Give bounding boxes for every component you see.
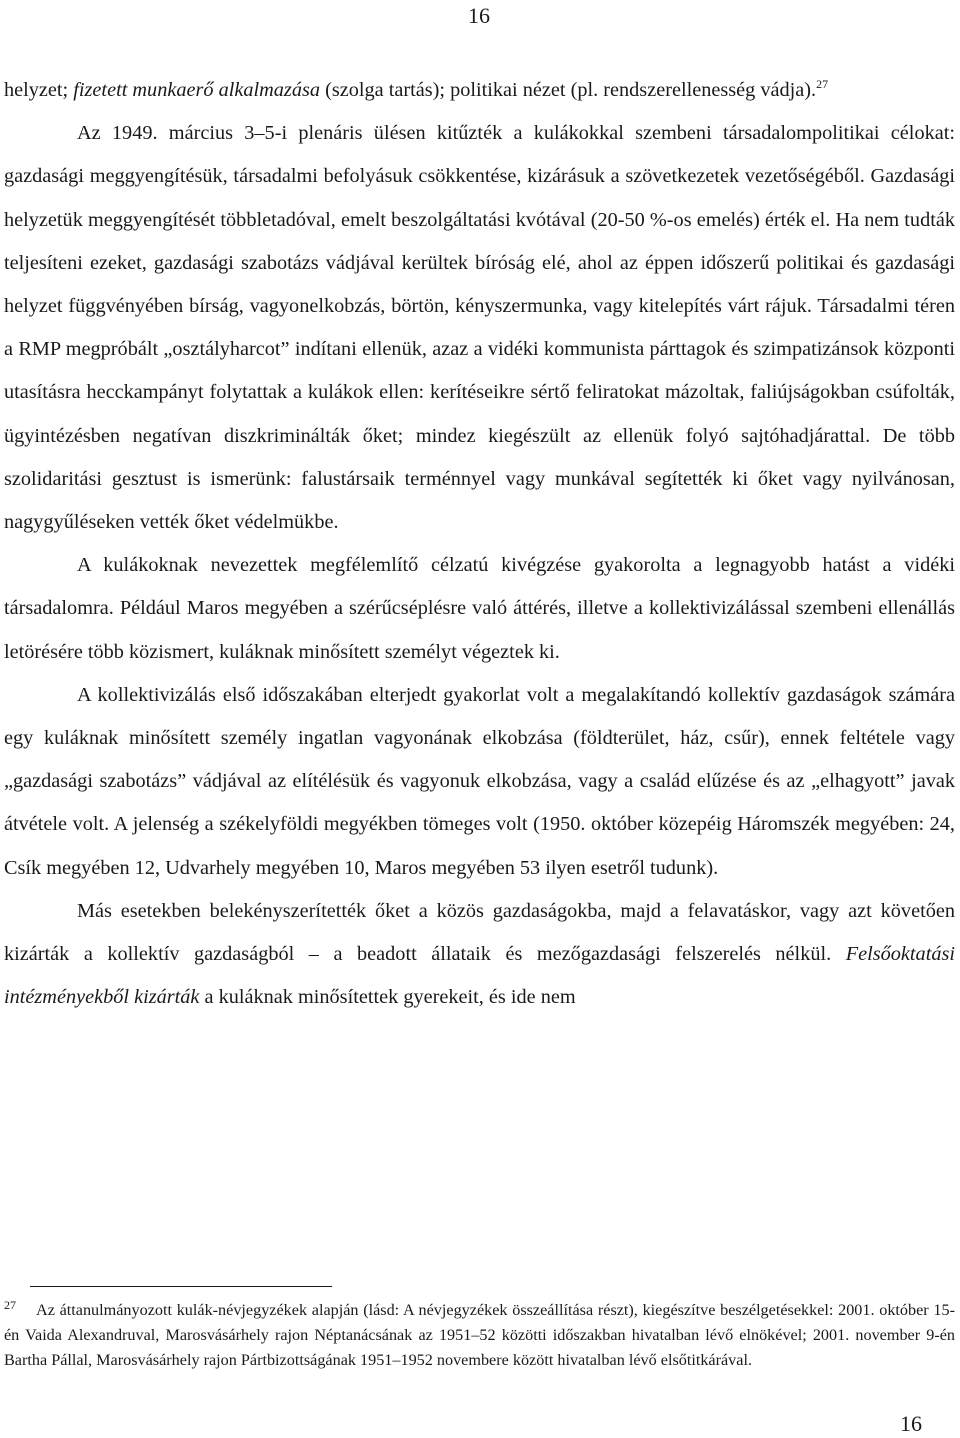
p5-seg-2: a kuláknak minősítettek gyerekeit, és ide nem xyxy=(199,986,576,1009)
p5-seg-1-italic: Felsőoktatási intézményekből kizárták xyxy=(4,943,955,1009)
p2-seg-0: Az 1949. március 3–5-i plenáris ülésen kitűzték a kulákokkal szembeni társadalompolitikai célokat: gazdasági meggyengítésük, társadalmi befolyásuk csökkentése, kizárásuk a szövetkezetek vezetőségéből. Gazdasági helyzetük meggyengítését többletadóval, emelt beszolgáltatási kvótával (20-50 %-os emelés) érték el. Ha nem tudták teljesíteni ezeket, gazdasági szabotázs vádjával kerültek bíróság elé, ahol az éppen időszerű politikai és gazdasági helyzet függvényében bírság, vagyonelkobzás, börtön, kényszermunka, vagy kitelepítés várt rájuk. Társadalmi téren a RMP megpróbált „osztályharcot” indítani ellenük, azaz a vidéki kommunista párttagok és szimpatizánsok központi utasításra hecckampányt folytattak a kulákok ellen: kerítéseikre sértő feliratokat mázoltak, faliújságokban csúfolták, ügyintézésben negatívan diszkriminálták őket; mindez kiegészült az ellenük folyó sajtóhadjárattal. De több szolidaritási gesztust is ismerünk: falustársaik terménnyel vagy munkával segítették ki őket vagy nyilvánosan, nagygyűléseken vették őket védelmükbe. xyxy=(4,122,955,534)
paragraph-1 xyxy=(4,69,955,112)
page-number-bottom: 16 xyxy=(900,1411,922,1436)
body-text xyxy=(4,69,955,1019)
p5-seg-0: Más esetekben belekényszerítették őket a közös gazdaságokba, majd a felavatáskor, vagy azt követően kizárták a kollektív gazdaságból – a beadott állataik és mezőgazdasági felszerelés nélkül. xyxy=(4,899,955,966)
footnote-separator xyxy=(30,1286,332,1287)
footnote-mark: 27 xyxy=(4,1297,16,1312)
p1-seg-0: helyzet; xyxy=(4,79,74,101)
paragraph-5 xyxy=(4,890,955,1020)
p1-seg-2: (szolga tartás); politikai nézet (pl. rendszerellenesség vádja). xyxy=(320,79,817,101)
paragraph-4 xyxy=(4,674,955,890)
footnote-ref-27: 27 xyxy=(816,77,829,92)
p4-seg-0: A kollektivizálás első időszakában elterjedt gyakorlat volt a megalakítandó kollektív gazdaságok számára egy kuláknak minősített személy ingatlan vagyonának elkobzása (földterület, ház, csűr), ennek feltétele vagy „gazdasági szabotázs” vádjával az elítélésük és vagyonuk elkobzása, vagy a család elűzése és az „elhagyott” javak átvétele volt. A jelenség a székelyföldi megyékben tömeges volt (1950. október közepéig Háromszék megyében: 24, Csík megyében 12, Udvarhely megyében 10, Maros megyében 53 ilyen esetről tudunk). xyxy=(4,683,955,879)
page-number-top: 16 xyxy=(468,3,490,28)
paragraph-2 xyxy=(4,112,955,544)
p3-seg-0: A kulákoknak nevezettek megfélemlítő célzatú kivégzése gyakorolta a legnagyobb hatást a vidéki társadalomra. Például Maros megyében a szérűcséplésre való áttérés, illetve a kollektivizálással szembeni ellenállás letörésére több közismert, kuláknak minősített személyt végeztek ki. xyxy=(4,554,955,663)
footnote-27 xyxy=(4,1298,955,1373)
p1-seg-1-italic: fizetett munkaerő alkalmazása xyxy=(73,79,320,101)
paragraph-3 xyxy=(4,544,955,674)
footnote-text: Az áttanulmányozott kulák-névjegyzékek alapján (lásd: A névjegyzékek összeállítása részt), kiegészítve beszélgetésekkel: 2001. október 15-én Vaida Alexandruval, Marosvásárhely rajon Néptanácsának az 1951–52 közötti időszakban hivatalban lévő elnökével; 2001. november 9-én Bartha Pállal, Marosvásárhely rajon Pártbizottságának 1951–1952 novembere között hivatalban lévő elsőtitkárával. xyxy=(4,1301,955,1369)
